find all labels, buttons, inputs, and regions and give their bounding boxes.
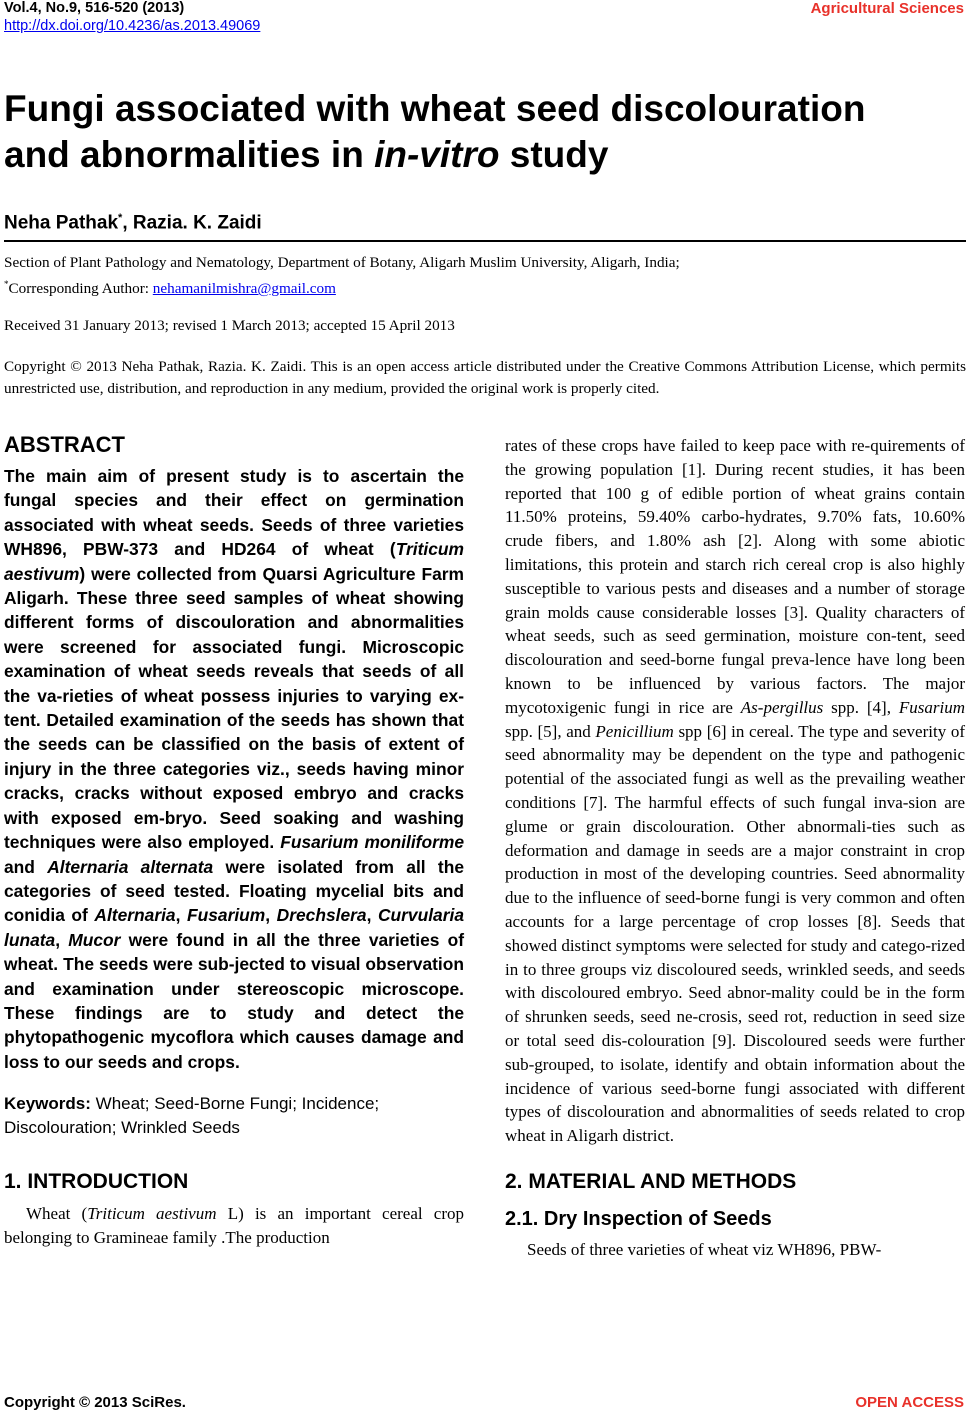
left-column [4, 430, 464, 1250]
copyright-notice: Copyright © 2013 Neha Pathak, Razia. K. Zaidi. This is an open access article distributed under the Creative Commons Attribution License, which permits unrestricted use, distribution, and reproduction in any medium, provided the original work is properly cited. [4, 358, 966, 397]
title-italic-term: in-vitro [374, 134, 500, 175]
introduction-paragraph: Wheat (Triticum aestivum L) is an important cereal crop belonging to Gramineae family .The production [4, 1204, 464, 1247]
journal-volume: Vol.4, No.9, 516-520 (2013) [4, 0, 185, 16]
keywords-list: Wheat; Seed-Borne Fungi; Incidence; Discolouration; Wrinkled Seeds [4, 1094, 380, 1138]
received-dates: Received 31 January 2013; revised 1 March 2013; accepted 15 April 2013 [4, 317, 455, 334]
corresponding-author [4, 273, 966, 300]
title-divider [4, 240, 966, 242]
corresponding-mark: * [118, 212, 123, 224]
introduction-heading: 1. INTRODUCTION [4, 1170, 189, 1194]
dry-inspection-paragraph: Seeds of three varieties of wheat viz WH896, PBW- [527, 1239, 882, 1259]
journal-name: Agricultural Sciences [810, 0, 964, 17]
article-title [4, 86, 964, 178]
title-line-2-start: and abnormalities in [4, 134, 375, 175]
dry-inspection-heading: 2.1. Dry Inspection of Seeds [505, 1207, 772, 1230]
corresponding-mark: * [4, 279, 9, 289]
abstract-heading: ABSTRACT [4, 432, 125, 457]
author-list [4, 212, 262, 234]
affiliation: Section of Plant Pathology and Nematology, Department of Botany, Aligarh Muslim University, Aligarh, India; [4, 254, 680, 271]
author-2: , Razia. K. Zaidi [122, 212, 262, 234]
author-1: Neha Pathak [4, 212, 119, 234]
open-access-label: OPEN ACCESS [855, 1394, 964, 1411]
title-line-2-end: study [499, 134, 609, 175]
abstract-text: The main aim of present study is to ascertain the fungal species and their effect on germination associated with wheat seeds. Seeds of three varieties WH896, PBW-373 and HD264 of wheat (Triticum aestivum) were collected from Quarsi Agriculture Farm Aligarh. These three seed samples of wheat showing different forms of discouloration and abnormalities were screened for associated fungi. Microscopic examination of wheat seeds reveals that seeds of all the va-rieties of wheat possess injuries to varying ex-tent. Detailed examination of the seeds has shown that the seeds can be classified on the basis of extent of injury in the three categories viz., seeds having minor cracks, cracks without exposed embryo and cracks with exposed em-bryo. Seed soaking and washing techniques were also employed. Fusarium moniliforme and Alternaria alternata were isolated from all the categories of seed tested. Floating mycelial bits and conidia of Alternaria, Fusarium, Drechslera, Curvularia lunata, Mucor were found in all the three varieties of wheat. The seeds were sub-jected to visual observation and examination under stereoscopic microscope. These findings are to study and detect the phytopathogenic mycoflora which causes damage and loss to our seeds and crops. [4, 466, 464, 1072]
corresponding-label: Corresponding Author: [8, 280, 153, 298]
keywords [4, 1092, 464, 1140]
keywords-label: Keywords: [4, 1094, 91, 1114]
footer-copyright: Copyright © 2013 SciRes. [4, 1394, 186, 1411]
introduction-continued: rates of these crops have failed to keep pace with re-quirements of the growing population [1]. During recent studies, it has been reported that 100 g of edible portion of wheat grains contain 11.50% proteins, 59.40% carbo-hydrates, 9.70% fats, 10.60% crude fibers, and 1.80% ash [2]. Along with some abiotic limitations, this protein and starch rich cereal crop is also highly susceptible to various pests and diseases and a number of storage grain molds cause considerable losses [3]. Quality characters of wheat seeds, such as seed germination, moisture con-tent, seed discolouration and seed-borne fungal preva-lence have long been known to be influenced by various factors. The major mycotoxigenic fungi in rice are As-pergillus spp. [4], Fusarium spp. [5], and Penicillium spp [6] in cereal. The type and severity of seed abnormality may be dependent on the type and pathogenic potential of the associated fungi as well as the prevailing weather conditions [7]. The harmful effects of such fungal inva-sion are glume or grain discolouration. Other abnormali-ties such as deformation and damage in seeds are a major constraint in crop production in most of the developing countries. Seed abnormality due to the influence of seed-borne fungi is very common and often accounts for a large percentage of crop losses [8]. Seeds that showed distinct symptoms were selected for study and catego-rized in to three groups viz discoloured seeds, wrinkled seeds, and seeds with discoloured embryo. Seed abnor-mality could be in the form of shrunken seeds, seed ne-crosis, seed rot, reduction in seed size or total seed dis-colouration [9]. Discoloured seeds were further sub-grouped, to isolate, identify and obtain information about the incidence of various seed-borne fungi associated with different types of discolouration and abnormalities of seeds related to crop wheat in Aligarh district. [505, 436, 965, 1146]
methods-heading: 2. MATERIAL AND METHODS [505, 1169, 797, 1193]
title-line-1: Fungi associated with wheat seed discolouration [4, 88, 866, 129]
corresponding-email-link[interactable]: nehamanilmishra@gmail.com [152, 280, 336, 298]
doi-link[interactable]: http://dx.doi.org/10.4236/as.2013.49069 [4, 18, 261, 34]
right-column [505, 434, 965, 1262]
